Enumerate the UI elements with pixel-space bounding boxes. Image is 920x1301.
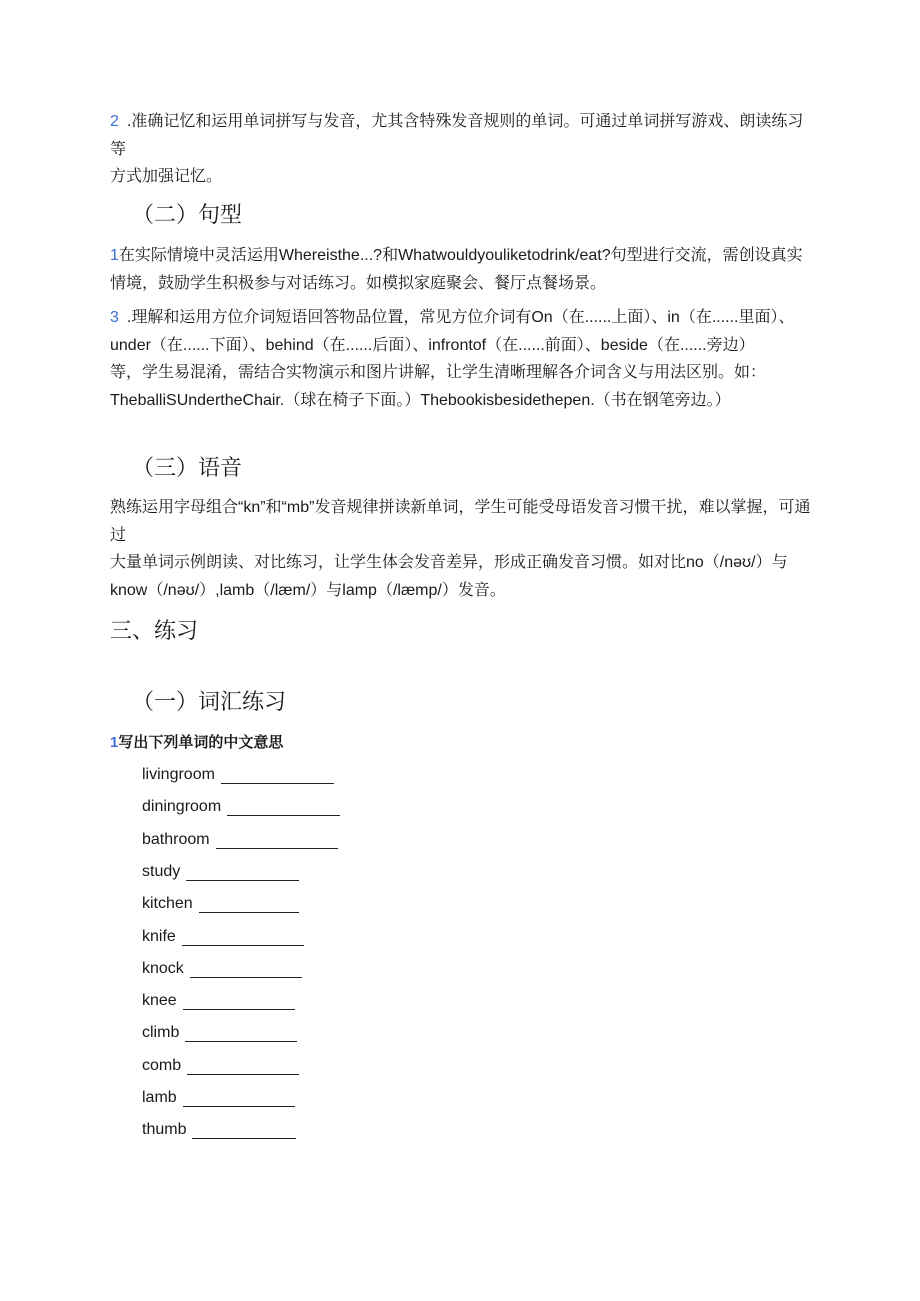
word-label: comb (142, 1056, 182, 1074)
item-text: .准确记忆和运用单词拼写与发音，尤其含特殊发音规则的单词。可通过单词拼写游戏、朗读练习等 (110, 113, 804, 158)
task-number: 1 (110, 734, 119, 751)
word-item (142, 1089, 295, 1107)
word-item (142, 766, 334, 784)
sentence-item-1 (110, 242, 815, 297)
phonics-paragraph (110, 494, 815, 604)
item-line: 等，学生易混淆，需结合实物演示和图片讲解，让学生清晰理解各介词含义与用法区别。如： (110, 364, 767, 381)
word-label: knife (142, 927, 176, 945)
para-line: 大量单词示例朗读、对比练习，让学生体会发音差异，形成正确发音习惯。如对比no（/nəʊ/）与 (110, 554, 788, 571)
word-item (142, 831, 338, 849)
item-text: 在实际情境中灵活运用Whereisthe...?和Whatwouldyouliketodrink/eat?句型进行交流，需创设真实 (118, 247, 803, 264)
vocab-item-2 (110, 108, 815, 191)
answer-blank[interactable] (183, 1090, 295, 1107)
word-item (142, 992, 295, 1010)
task-text: 写出下列单词的中文意思 (118, 734, 284, 751)
item-number: 2 (110, 113, 119, 130)
word-label: thumb (142, 1121, 187, 1139)
word-label: kitchen (142, 895, 193, 913)
word-label: diningroom (142, 798, 222, 816)
item-text-cont: 情境，鼓励学生积极参与对话练习。如模拟家庭聚会、餐厅点餐场景。 (110, 274, 607, 292)
word-label: study (142, 862, 181, 880)
item-number: 3 (110, 309, 119, 326)
answer-blank[interactable] (199, 896, 299, 913)
answer-blank[interactable] (186, 864, 299, 881)
answer-blank[interactable] (227, 799, 340, 816)
heading-phonics: （三）语音 (132, 455, 243, 480)
task-1 (110, 729, 815, 757)
item-line: under（在......下面）、behind（在......后面）、infrontof（在......前面）、beside（在......旁边） (110, 336, 755, 354)
item-number: 1 (110, 247, 119, 264)
answer-blank[interactable] (187, 1058, 299, 1075)
word-item (142, 1057, 299, 1075)
word-item (142, 798, 340, 816)
answer-blank[interactable] (182, 929, 304, 946)
word-item (142, 960, 302, 978)
word-label: livingroom (142, 766, 215, 783)
word-item (142, 895, 299, 913)
item-text-cont: 方式加强记忆。 (110, 168, 223, 185)
heading-practice: 三、练习 (110, 618, 199, 643)
sentence-item-3 (110, 304, 815, 414)
answer-blank[interactable] (190, 961, 302, 978)
word-item (142, 863, 299, 881)
answer-blank[interactable] (221, 767, 334, 784)
answer-blank[interactable] (216, 832, 338, 849)
item-line: .理解和运用方位介词短语回答物品位置，常见方位介词有On（在......上面）、in（在......里面）、 (126, 309, 795, 326)
answer-blank[interactable] (183, 993, 295, 1010)
answer-blank[interactable] (192, 1122, 296, 1139)
word-label: lamb (142, 1089, 177, 1106)
word-label: bathroom (142, 830, 210, 848)
word-label: climb (142, 1024, 180, 1042)
word-item (142, 1024, 297, 1042)
heading-vocab-practice: （一）词汇练习 (132, 689, 287, 714)
answer-blank[interactable] (185, 1025, 297, 1042)
word-item (142, 928, 304, 946)
word-label: knee (142, 992, 177, 1010)
word-label: knock (142, 959, 184, 977)
item-line: TheballiSUndertheChair.（球在椅子下面。）Thebookisbesidethepen.（书在钢笔旁边。） (110, 391, 731, 409)
para-line: 熟练运用字母组合“kn”和“mb”发音规律拼读新单词，学生可能受母语发音习惯干扰，难以掌握，可通过 (110, 499, 811, 544)
para-line: know（/nəʊ/）,lamb（/læm/）与lamp（/læmp/）发音。 (110, 581, 506, 599)
word-item (142, 1121, 296, 1139)
heading-sentence: （二）句型 (132, 202, 243, 227)
